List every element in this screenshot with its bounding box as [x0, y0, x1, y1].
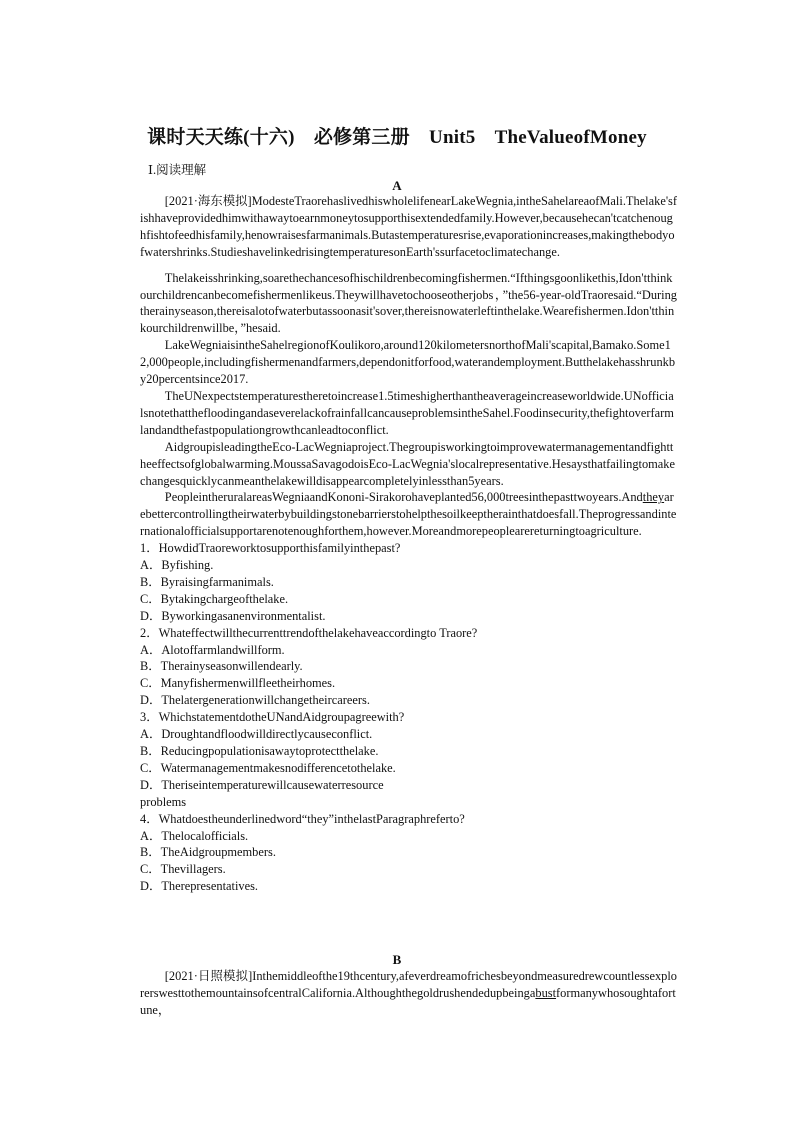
question-4-text: 4．Whatdoestheunderlinedword“they”inthelastParagraphreferto? [140, 811, 465, 826]
passage-b-paragraph-1 [140, 968, 677, 1019]
question-3 [140, 709, 677, 810]
passage-b-start: [2021·日照模拟]Inthemiddleofthe19thcentury,afeverdreamofrichesbeyondmeasuredrewcountlessexplorerswesttothemountainsofcentralCalifornia.Althoughthegoldrushendedupbeinga [140, 969, 677, 1000]
q3-option-a[interactable]: A．Droughtandfloodwilldirectlycauseconflict. [140, 727, 373, 742]
page-title: 课时天天练(十六) 必修第三册 Unit5 TheValueofMoney [147, 127, 647, 148]
q1-option-a[interactable]: A．Byfishing. [140, 558, 214, 573]
question-3-text: 3．WhichstatementdotheUNandAidgroupagreewith? [140, 710, 405, 725]
q4-option-d[interactable]: D．Therepresentatives. [140, 879, 259, 894]
question-4 [140, 811, 677, 896]
q2-option-d[interactable]: D．Thelatergenerationwillchangetheircareers. [140, 693, 370, 708]
passage-a-paragraph-3: LakeWegniaisintheSahelregionofKoulikoro,around120kilometersnorthofMali'scapital,Bamako.Some12,000people,includingfishermenandfarmers,dependonitforfood,waterandemployment.Butthelakehasshrunkby20percentsince2017. [140, 338, 676, 387]
q3-option-b[interactable]: B．Reducingpopulationisawaytoprotectthelake. [140, 744, 379, 758]
paragraph-6-start: PeopleintheruralareasWegniaandKononi-Sirakorohaveplanted56,000treesinthepasttwoyears.And [164, 490, 643, 505]
passage-b-end: formanywhosoughtafortune， [140, 985, 676, 1017]
q4-option-c[interactable]: C．Thevillagers. [140, 862, 226, 877]
passage-a-paragraph-2: Thelakeisshrinking,soarethechancesofhischildrenbecomingfishermen.“Ifthingsgoonlikethis,Idon'tthinkourchildrencanbecomefishermenlikeus.Theywillhavetochooseotherjobs，”the56-year-oldTraoresaid.“Duringtherainyseason,thereisalotofwaterbutassoonasit'sover,thereisnowaterleftinthelake.Wearefishermen.Idon'tthinkourchildrenwillbe，”hesaid. [140, 270, 677, 336]
question-1 [140, 540, 677, 625]
q4-option-a[interactable]: A．Thelocalofficials. [140, 828, 249, 843]
section-heading: Ⅰ.阅读理解 [148, 163, 207, 177]
q3-option-c[interactable]: C．Watermanagementmakesnodifferencetothelake. [140, 760, 396, 775]
passage-a [140, 193, 677, 895]
q1-option-c[interactable]: C．Bytakingchargeofthelake. [140, 591, 289, 606]
passage-b-label: B [392, 952, 402, 967]
underlined-word-they: they [642, 490, 665, 505]
question-2-text: 2．Whateffectwillthecurrenttrendofthelakehaveaccordingto Traore? [140, 625, 478, 640]
q3-option-d-continuation: problems [140, 794, 187, 809]
question-1-text: 1．HowdidTraoreworktosupporthisfamilyinthepast? [140, 541, 401, 556]
q4-option-b[interactable]: B．TheAidgroupmembers. [140, 845, 276, 860]
passage-b [140, 968, 677, 1019]
q1-option-d[interactable]: D．Byworkingasanenvironmentalist. [140, 608, 326, 623]
passage-a-paragraph-6 [140, 489, 677, 540]
q1-option-b[interactable]: B．Byraisingfarmanimals. [140, 574, 274, 589]
passage-a-paragraph-4: TheUNexpectstemperaturestheretoincrease1.5timeshigherthantheaverageincreaseworldwide.UNofficialsnotethatthefloodingandaseverelackofrainfallcancauseproblemsintheSahel.Foodinsecurity,thefightoverfarmlandandthefastpopulationgrowthcanleadtoconflict. [140, 388, 674, 437]
q2-option-b[interactable]: B．Therainyseasonwillendearly. [140, 659, 303, 674]
q3-option-d[interactable]: D．Theriseintemperaturewillcausewaterresource [140, 777, 384, 792]
q2-option-a[interactable]: A．Alotoffarmlandwillform. [140, 642, 285, 657]
passage-a-paragraph-1: [2021·海东模拟]ModesteTraorehaslivedhiswholelifenearLakeWegnia,intheSahelareaofMali.Thelake'sfishhaveprovidedhimwithawaytoearnmoneytosupporthisextendedfamily.However,becausehecan'tcatchenoughfishtofeedhisfamily,henowraisesfarmanimals.Butastemperaturesrise,evaporationincreases,makingthebodyofwatershrinks.StudieshavelinkedrisingtemperaturesonEarth'ssurfacetoclimatechange. [140, 194, 677, 259]
q2-option-c[interactable]: C．Manyfishermenwillfleetheirhomes. [140, 676, 336, 691]
paragraph-6-end: arebettercontrollingtheirwaterbybuildingstonebarrierstohelpthesoilkeeptherainthatdoesfall.Theprogressandinternationalofficialsupportarenotenoughforthem,however.Moreandmorepeoplearereturningtoagriculture. [140, 490, 677, 539]
underlined-word-bust: bust [535, 985, 557, 1000]
passage-a-label: A [392, 178, 402, 193]
passage-a-paragraph-5: AidgroupisleadingtheEco-LacWegniaproject.Thegroupisworkingtoimprovewatermanagementandfighttheeffectsofglobalwarming.MoussaSavagodoisEco-LacWegnia'slocalrepresentative.Hesaysthatfailingtomakechangesquicklycanmeanthelakewilldisappearcompletelyinlessthan5years. [140, 439, 675, 488]
question-2 [140, 625, 677, 710]
